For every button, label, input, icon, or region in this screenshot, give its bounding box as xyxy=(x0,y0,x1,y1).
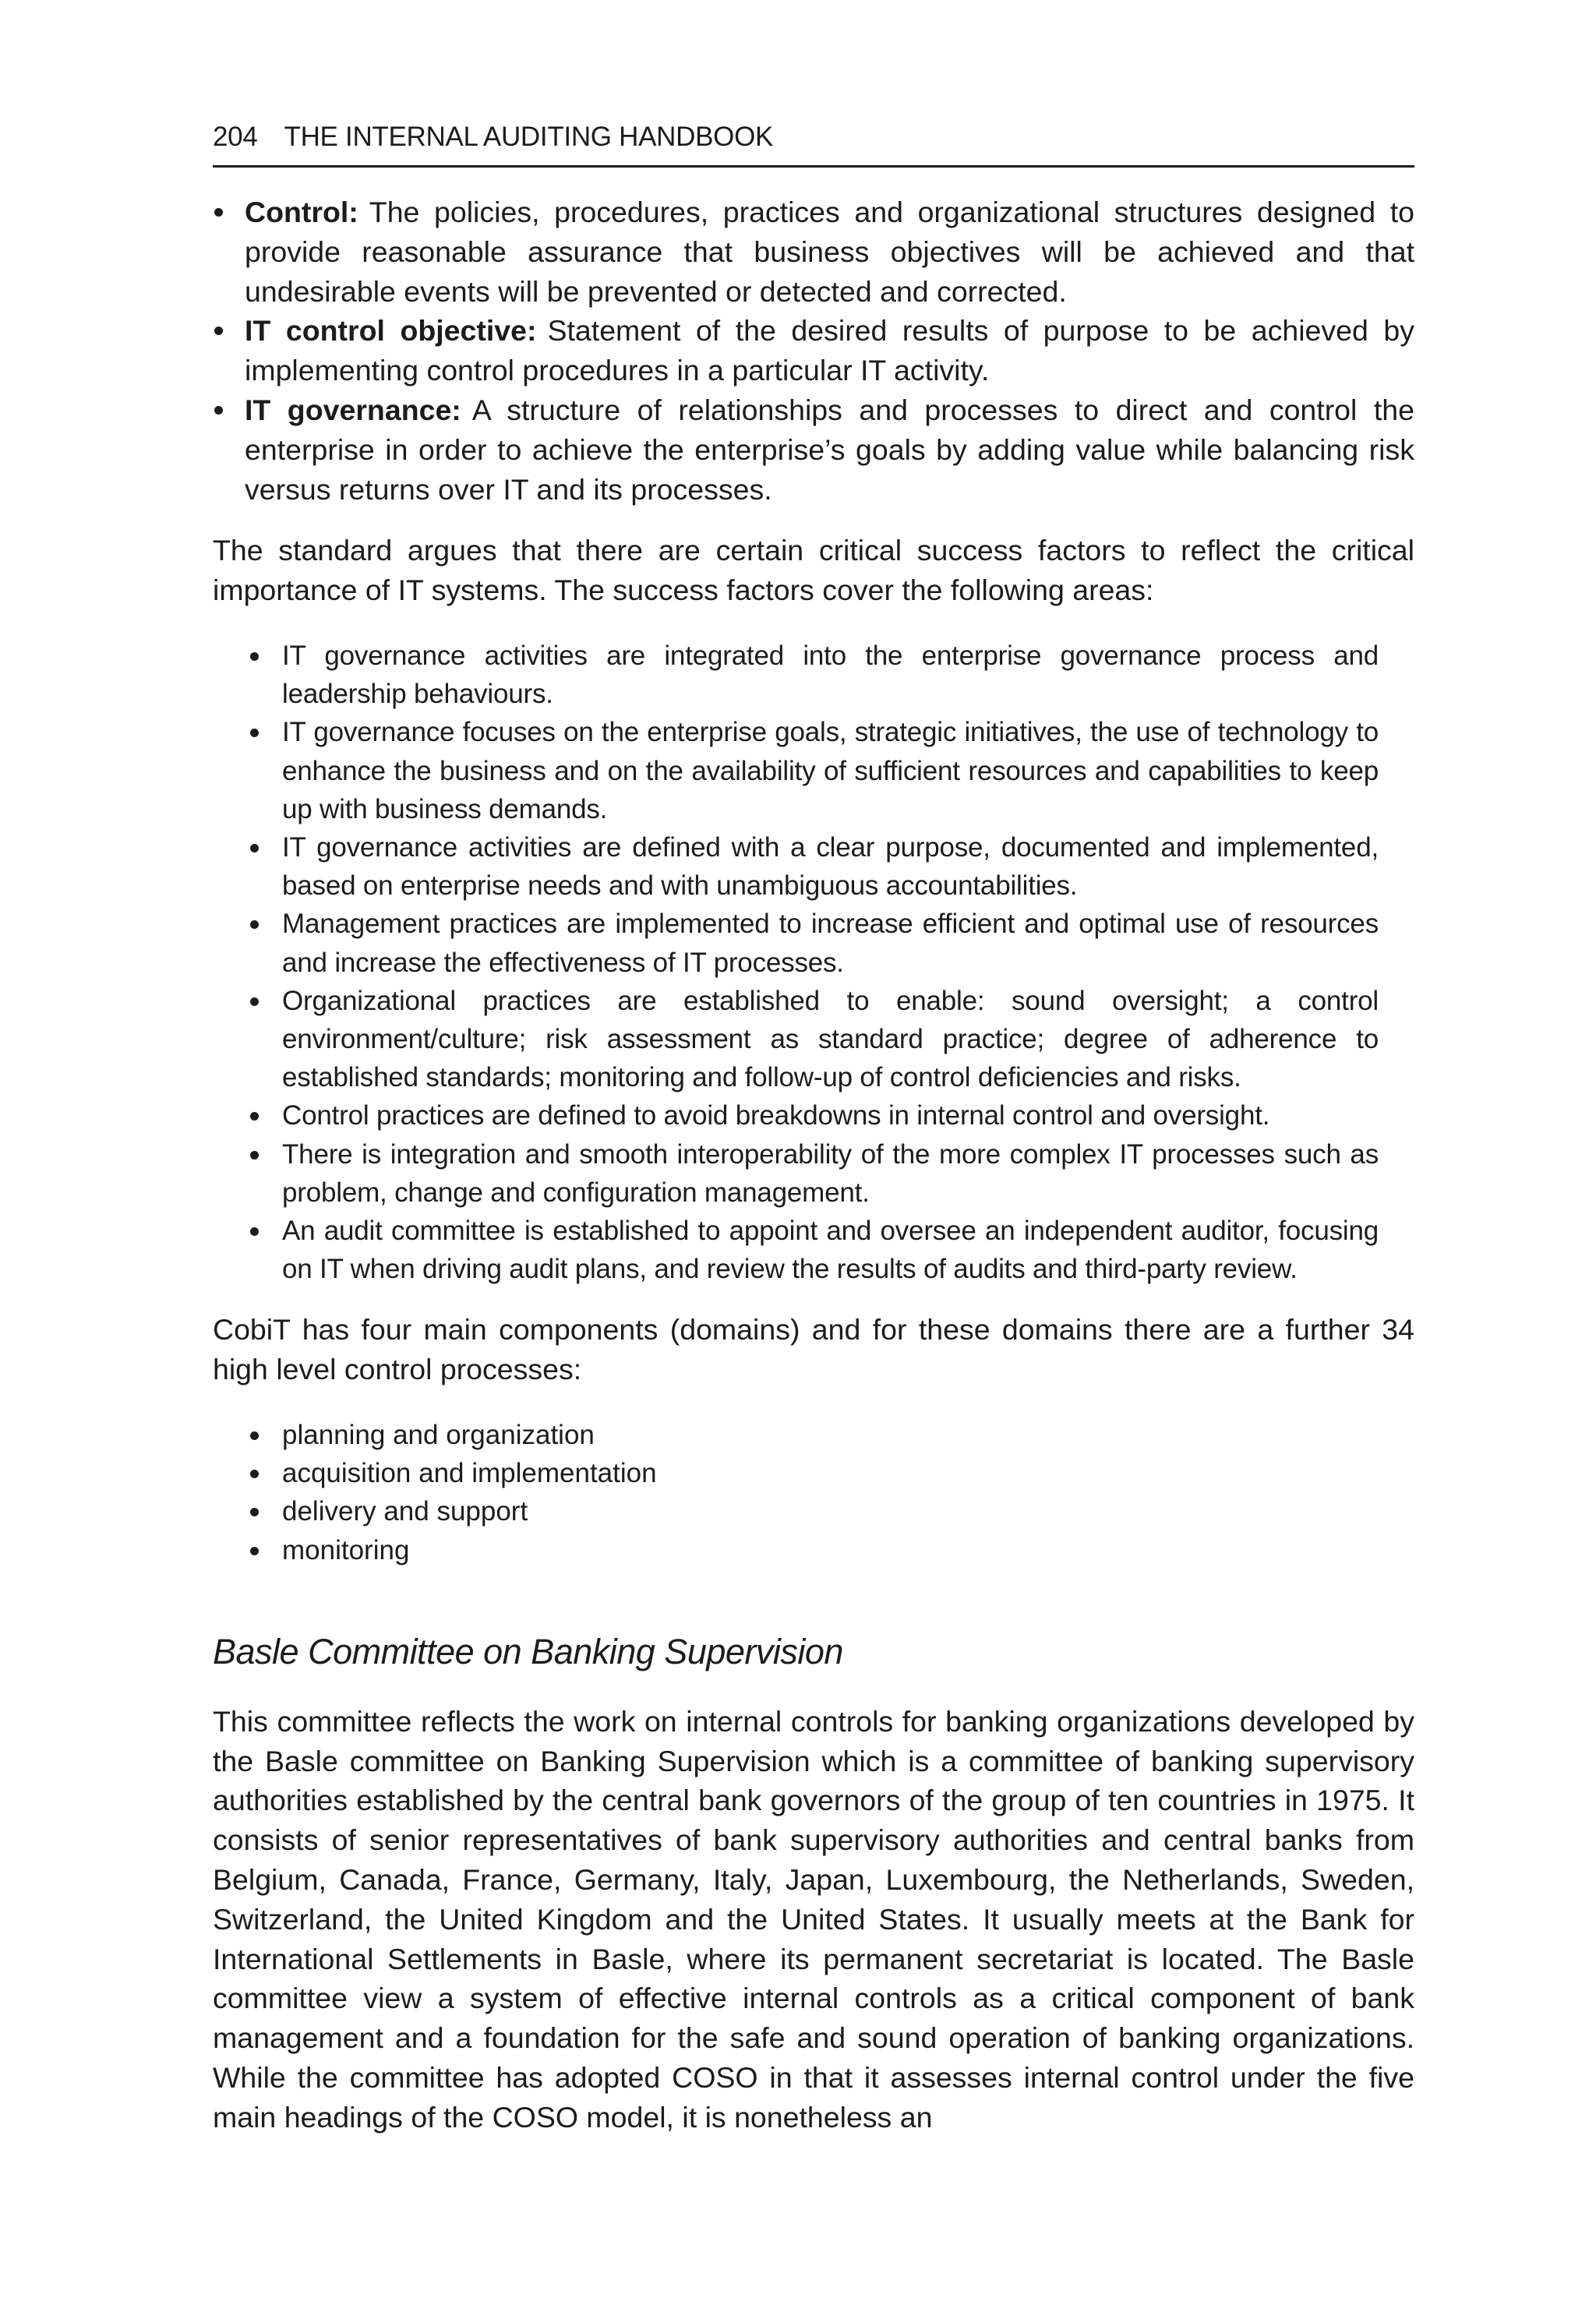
definition-text: The policies, procedures, practices and organizational structures designed to provide reasonable assurance that business objectives will be achieved and that undesirable events will be prevented or detected and corrected. xyxy=(245,196,1414,308)
list-item: planning and organization xyxy=(249,1416,1414,1454)
list-item: Organizational practices are established to enable: sound oversight; a control environment/culture; risk assessment as standard practice; degree of adherence to established standards; monitoring and follow-up of control deficiencies and risks. xyxy=(249,982,1379,1097)
page-number: 204 xyxy=(213,122,258,152)
definition-text: Statement of the desired results of purpose to be achieved by implementing control procedures in a particular IT activity. xyxy=(245,314,1414,387)
running-head xyxy=(213,118,1414,168)
definition-item xyxy=(213,390,1414,509)
definition-list xyxy=(213,192,1414,509)
list-item: IT governance focuses on the enterprise goals, strategic initiatives, the use of technology to enhance the business and on the availability of sufficient resources and capabilities to keep up with business demands. xyxy=(249,713,1379,828)
list-item: IT governance activities are defined with a clear purpose, documented and implemented, based on enterprise needs and with unambiguous accountabilities. xyxy=(249,828,1379,905)
book-title: THE INTERNAL AUDITING HANDBOOK xyxy=(284,122,774,152)
list-item: Management practices are implemented to increase efficient and optimal use of resources and increase the effectiveness of IT processes. xyxy=(249,905,1379,981)
list-item: delivery and support xyxy=(249,1492,1414,1530)
section-heading: Basle Committee on Banking Supervision xyxy=(213,1631,843,1671)
list-item: acquisition and implementation xyxy=(249,1454,1414,1492)
definition-term: IT control objective: xyxy=(245,314,537,348)
page-content xyxy=(213,118,1414,2137)
definition-term: IT governance: xyxy=(245,393,461,426)
list-item: An audit committee is established to appoint and oversee an independent auditor, focusing on IT when driving audit plans, and review the results of audits and third-party review. xyxy=(249,1212,1379,1288)
list-item: Control practices are defined to avoid breakdowns in internal control and oversight. xyxy=(249,1096,1379,1135)
definition-text: A structure of relationships and processes to direct and control the enterprise in order to achieve the enterprise’s goals by adding value while balancing risk versus returns over IT and its processes. xyxy=(245,393,1414,506)
success-factors-intro: The standard argues that there are certain critical success factors to reflect the critical importance of IT systems. The success factors cover the following areas: xyxy=(213,534,1414,607)
definition-item xyxy=(213,192,1414,311)
cobit-paragraph: CobiT has four main components (domains) and for these domains there are a further 34 high level control processes: xyxy=(213,1313,1414,1386)
cobit-domains-list xyxy=(249,1416,1414,1569)
list-item: There is integration and smooth interoperability of the more complex IT processes such as problem, change and configuration management. xyxy=(249,1135,1379,1212)
definition-term: Control: xyxy=(245,196,358,228)
list-item: monitoring xyxy=(249,1531,1414,1569)
definition-item xyxy=(213,311,1414,390)
basle-paragraph: This committee reflects the work on internal controls for banking organizations developed by the Basle committee on Banking Supervision which is a committee of banking supervisory authorities established by the central bank governors of the group of ten countries in 1975. It consists of senior representatives of bank supervisory authorities and central banks from Belgium, Canada, France, Germany, Italy, Japan, Luxembourg, the Netherlands, Sweden, Switzerland, the United Kingdom and the United States. It usually meets at the Bank for International Settlements in Basle, where its permanent secretariat is located. The Basle committee view a system of effective internal controls as a critical component of bank management and a foundation for the safe and sound operation of banking organizations. While the committee has adopted COSO in that it assesses internal control under the five main headings of the COSO model, it is nonetheless an xyxy=(213,1704,1414,2134)
list-item: IT governance activities are integrated into the enterprise governance process and leadership behaviours. xyxy=(249,637,1379,713)
success-factors-list xyxy=(249,637,1379,1288)
